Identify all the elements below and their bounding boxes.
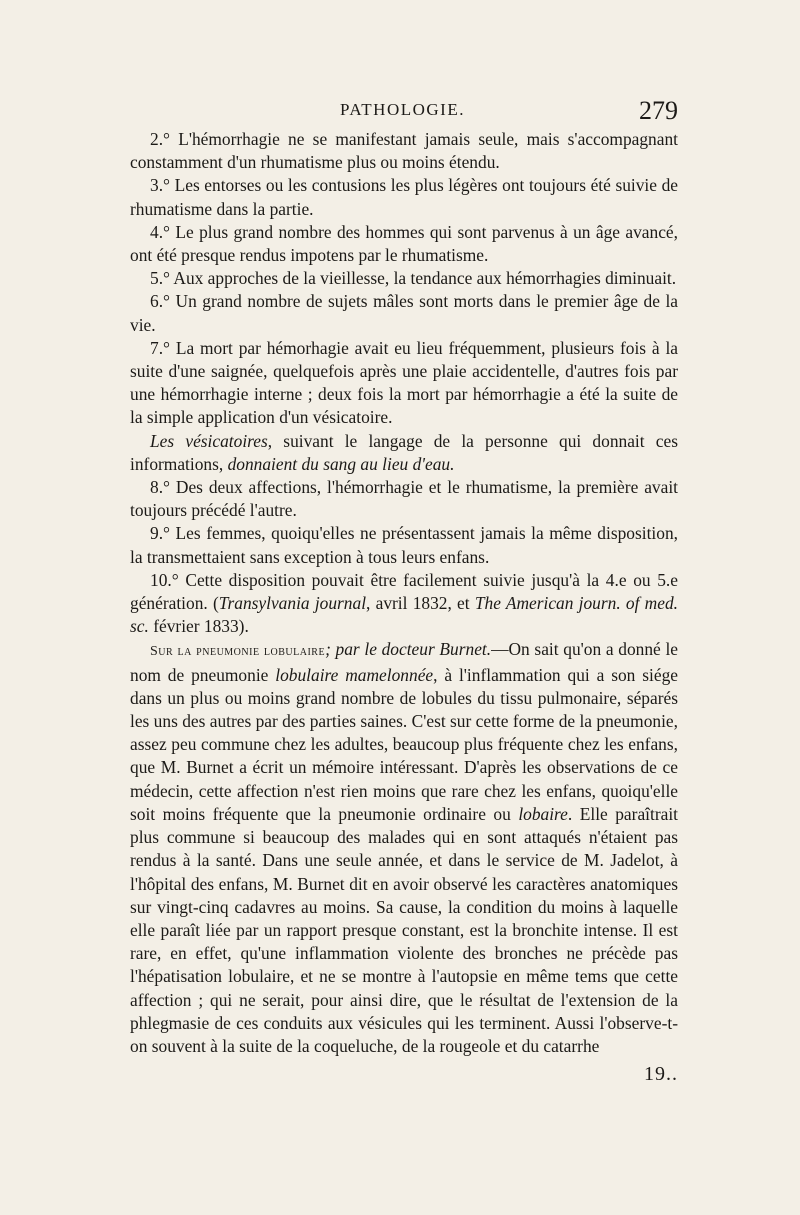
item-10 — [130, 569, 678, 639]
item-5: 5.° Aux approches de la vieillesse, la tendance aux hémorrhagies diminuait. — [150, 268, 677, 289]
item-3: 3.° Les entorses ou les contusions les plus légères ont toujours été suivie de rhumatisme dans la partie. — [130, 175, 678, 219]
page-header — [130, 96, 678, 132]
signature-mark: 19.. — [644, 1063, 678, 1085]
page-body — [130, 128, 678, 1058]
term-lobaire: lobaire — [518, 803, 568, 824]
item-10-mid: , avril 1832, et — [366, 593, 475, 614]
item-2: 2.° L'hémorrhagie ne se manifestant jamais seule, mais s'accompagnant constamment d'un rhumatisme plus ou moins étendu. — [130, 129, 678, 173]
item-6: 6.° Un grand nombre de sujets mâles sont morts dans le premier âge de la vie. — [130, 291, 678, 335]
article-paragraph — [130, 638, 678, 1058]
item-4: 4.° Le plus grand nombre des hommes qui sont parvenus à un âge avancé, ont été presque rendus impotens par le rhumatisme. — [130, 221, 678, 266]
page-number: 279 — [639, 96, 678, 125]
quote-middle: , suivant le langage de la personne qui donnait ces informations, — [130, 430, 678, 474]
journal-american: The American journ. of med. sc. — [130, 593, 678, 637]
article-title: Sur la pneumonie lobulaire — [150, 644, 326, 660]
journal-transylvania: Transylvania journal — [218, 593, 367, 614]
page-footer — [130, 1063, 678, 1093]
article-text-a: —On sait qu'on a donné le nom de pneumonie — [130, 639, 678, 685]
item-8: 8.° Des deux affections, l'hémorrhagie et le rhumatisme, la première avait toujours précédé l'autre. — [130, 477, 678, 521]
item-10-text: 10.° Cette disposition pouvait être facilement suivie jusqu'à la 4.e ou 5.e génération. ( — [130, 569, 678, 614]
item-7: 7.° La mort par hémorhagie avait eu lieu fréquemment, plusieurs fois à la suite d'une saignée, quelquefois après une plaie accidentelle, d'autres fois par une hémorrhagie interne ; deux fois la mort par hémorrhagie a été la suite de la simple application d'un vésicatoire. — [130, 337, 678, 428]
item-10-end: février 1833). — [148, 616, 249, 637]
quote-paragraph — [130, 430, 678, 476]
item-9: 9.° Les femmes, quoiqu'elles ne présentassent jamais la même disposition, la transmettaient sans exception à tous leurs enfans. — [130, 523, 678, 567]
quote-italic-end: donnaient du sang au lieu d'eau. — [227, 453, 455, 474]
term-lobulaire: lobulaire mamelonnée — [275, 664, 434, 685]
running-head: PATHOLOGIE. — [340, 100, 465, 119]
article-text-c: . Elle paraîtrait plus commune si beaucoup des malades qui en sont attaqués n'étaient pas rendus à la santé. Dans une seule année, et dans le service de M. Jadelot, à l'hôpital des enfans, M. Burnet dit en avoir observé les caractères anatomiques sur vingt-cinq cadavres au moins. Sa cause, la condition du moins à laquelle elle paraît liée par un rapport presque constant, est la bronchite intense. Il est rare, en effet, qu'une inflammation violente des bronches ne précède pas l'hépatisation lobulaire, et ne se montre à l'autopsie en même tems que cette affection ; qui ne serait, pour ainsi dire, que le résultat de l'extension de la phlegmasie de ces conduits aux vésicules qui les terminent. Aussi l'observe-t-on souvent à la suite de la coqueluche, de la rougeole et du catarrhe — [130, 803, 678, 1056]
article-text-b: , à l'inflammation qui a son siége dans un plus ou moins grand nombre de lobules du tissu pulmonaire, séparés les uns des autres par des parties saines. C'est sur cette forme de la pneumonie, assez peu commune chez les adultes, beaucoup plus fréquente chez les enfans, que M. Burnet a écrit un mémoire intéressant. D'après les observations de ce médecin, cette affection n'est rien moins que rare chez les enfans, quoiqu'elle soit moins fréquente que la pneumonie ordinaire ou — [130, 664, 678, 824]
article-author: ; par le docteur Burnet. — [325, 639, 492, 660]
quote-italic-start: Les vésicatoires — [150, 430, 268, 451]
